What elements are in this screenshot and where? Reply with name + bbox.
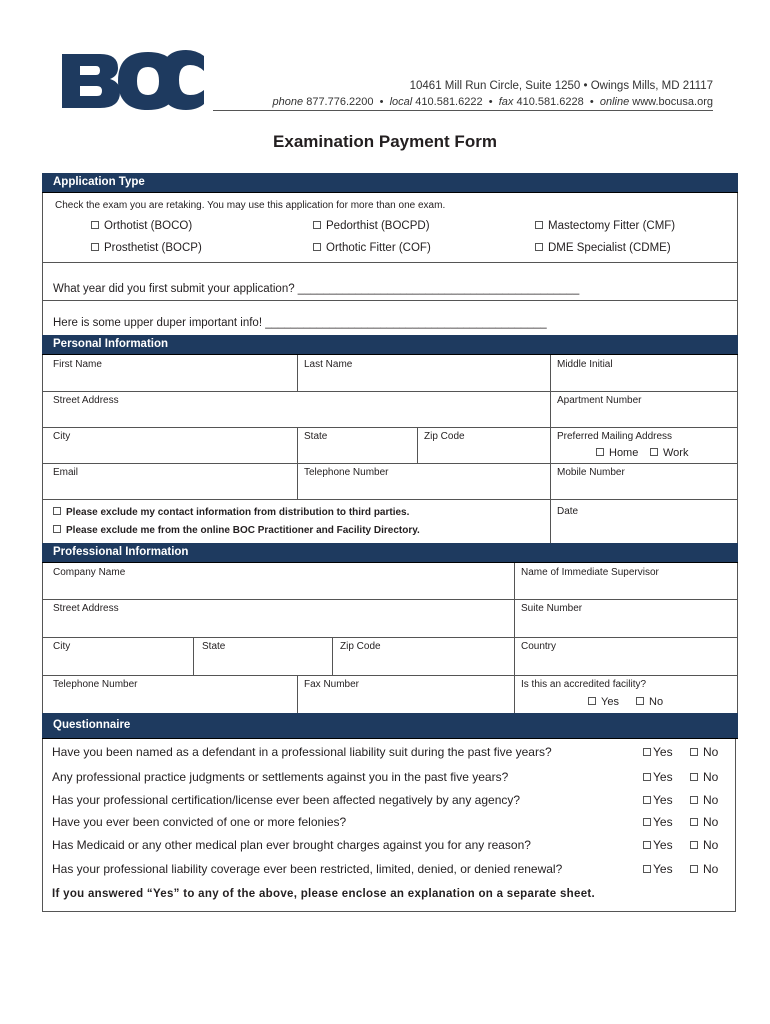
divider bbox=[332, 637, 333, 675]
option-mastectomy-fitter[interactable]: Mastectomy Fitter (CMF) bbox=[535, 220, 675, 232]
option-orthotist[interactable]: Orthotist (BOCO) bbox=[91, 220, 192, 232]
checkbox-icon[interactable] bbox=[643, 841, 651, 849]
professional-info-section bbox=[42, 563, 738, 713]
work-zip-field[interactable]: Zip Code bbox=[340, 641, 381, 652]
checkbox-icon[interactable] bbox=[91, 243, 99, 251]
divider bbox=[43, 262, 737, 263]
question-6-yes[interactable]: Yes bbox=[643, 862, 673, 876]
option-dme-specialist[interactable]: DME Specialist (CDME) bbox=[535, 242, 671, 254]
date-field[interactable]: Date bbox=[557, 506, 579, 517]
divider bbox=[297, 355, 298, 391]
checkbox-icon[interactable] bbox=[690, 818, 698, 826]
question-5-yes[interactable]: Yes bbox=[643, 838, 673, 852]
street-address-field[interactable]: Street Address bbox=[53, 395, 119, 406]
question-4: Have you ever been convicted of one or more felonies? bbox=[52, 815, 347, 829]
question-1-no[interactable]: No bbox=[690, 745, 718, 759]
boc-logo bbox=[60, 46, 206, 110]
checkbox-icon[interactable] bbox=[313, 221, 321, 229]
checkbox-icon[interactable] bbox=[535, 243, 543, 251]
checkbox-icon[interactable] bbox=[690, 865, 698, 873]
divider bbox=[514, 599, 515, 637]
first-year-question[interactable]: What year did you first submit your application? ____________________________________________ bbox=[53, 283, 580, 295]
checkbox-icon[interactable] bbox=[643, 748, 651, 756]
supervisor-field[interactable]: Name of Immediate Supervisor bbox=[521, 567, 659, 578]
work-street-address-field[interactable]: Street Address bbox=[53, 603, 119, 614]
first-name-field[interactable]: First Name bbox=[53, 359, 102, 370]
checkbox-icon[interactable] bbox=[91, 221, 99, 229]
accredited-question: Is this an accredited facility? bbox=[521, 679, 647, 690]
state-field[interactable]: State bbox=[304, 431, 328, 442]
divider bbox=[550, 427, 551, 463]
preferred-mailing-label: Preferred Mailing Address bbox=[557, 431, 673, 442]
divider bbox=[550, 391, 551, 427]
question-4-no[interactable]: No bbox=[690, 815, 718, 829]
divider bbox=[550, 463, 551, 499]
option-prosthetist[interactable]: Prosthetist (BOCP) bbox=[91, 242, 202, 254]
question-5: Has Medicaid or any other medical plan ever brought charges against you for any reason? bbox=[52, 838, 531, 852]
divider bbox=[514, 637, 515, 675]
mailing-home-option[interactable]: Home bbox=[596, 447, 638, 459]
checkbox-icon[interactable] bbox=[643, 796, 651, 804]
checkbox-icon[interactable] bbox=[643, 865, 651, 873]
checkbox-icon[interactable] bbox=[690, 796, 698, 804]
divider bbox=[43, 599, 737, 600]
fax-field[interactable]: Fax Number bbox=[304, 679, 360, 690]
important-info-field[interactable]: Here is some upper duper important info! ____________________________________________ bbox=[53, 317, 547, 329]
checkbox-icon[interactable] bbox=[535, 221, 543, 229]
personal-info-header: Personal Information bbox=[42, 335, 738, 355]
divider bbox=[417, 427, 418, 463]
divider bbox=[297, 463, 298, 499]
divider bbox=[297, 427, 298, 463]
divider bbox=[514, 563, 515, 599]
work-city-field[interactable]: City bbox=[53, 641, 71, 652]
accredited-no[interactable]: No bbox=[636, 696, 663, 708]
professional-info-header: Professional Information bbox=[42, 543, 738, 563]
email-field[interactable]: Email bbox=[53, 467, 79, 478]
question-2: Any professional practice judgments or settlements against you in the past five years? bbox=[52, 770, 509, 784]
telephone-field[interactable]: Telephone Number bbox=[304, 467, 389, 478]
divider bbox=[193, 637, 194, 675]
country-field[interactable]: Country bbox=[521, 641, 557, 652]
divider bbox=[43, 499, 737, 500]
application-instructions: Check the exam you are retaking. You may use this application for more than one exam. bbox=[55, 200, 446, 211]
divider bbox=[43, 427, 737, 428]
question-3-no[interactable]: No bbox=[690, 793, 718, 807]
mailing-work-option[interactable]: Work bbox=[650, 447, 688, 459]
company-name-field[interactable]: Company Name bbox=[53, 567, 126, 578]
work-state-field[interactable]: State bbox=[202, 641, 226, 652]
checkbox-icon[interactable] bbox=[636, 697, 644, 705]
checkbox-icon[interactable] bbox=[588, 697, 596, 705]
question-2-no[interactable]: No bbox=[690, 770, 718, 784]
exclude-third-parties-checkbox[interactable]: Please exclude my contact information from distribution to third parties. bbox=[53, 507, 409, 518]
suite-number-field[interactable]: Suite Number bbox=[521, 603, 583, 614]
divider bbox=[297, 675, 298, 713]
divider bbox=[550, 499, 551, 543]
question-3: Has your professional certification/license ever been affected negatively by any agency? bbox=[52, 793, 521, 807]
form-title: Examination Payment Form bbox=[273, 132, 497, 151]
apartment-number-field[interactable]: Apartment Number bbox=[557, 395, 642, 406]
mobile-field[interactable]: Mobile Number bbox=[557, 467, 625, 478]
checkbox-icon[interactable] bbox=[596, 448, 604, 456]
checkbox-icon[interactable] bbox=[313, 243, 321, 251]
address-line: 10461 Mill Run Circle, Suite 1250 • Owings Mills, MD 21117 bbox=[409, 80, 713, 92]
question-4-yes[interactable]: Yes bbox=[643, 815, 673, 829]
checkbox-icon[interactable] bbox=[643, 818, 651, 826]
accredited-yes[interactable]: Yes bbox=[588, 696, 619, 708]
option-pedorthist[interactable]: Pedorthist (BOCPD) bbox=[313, 220, 430, 232]
middle-initial-field[interactable]: Middle Initial bbox=[557, 359, 613, 370]
question-6-no[interactable]: No bbox=[690, 862, 718, 876]
checkbox-icon[interactable] bbox=[53, 507, 61, 515]
last-name-field[interactable]: Last Name bbox=[304, 359, 353, 370]
question-1-yes[interactable]: Yes bbox=[643, 745, 673, 759]
questionnaire-note: If you answered “Yes” to any of the above, please enclose an explanation on a separate sheet. bbox=[52, 888, 596, 900]
question-6: Has your professional liability coverage ever been restricted, limited, denied, or denied renewal? bbox=[52, 862, 563, 876]
checkbox-icon[interactable] bbox=[643, 773, 651, 781]
divider bbox=[43, 637, 737, 638]
divider bbox=[43, 463, 737, 464]
application-type-header: Application Type bbox=[42, 173, 738, 193]
header-rule bbox=[213, 110, 713, 111]
option-orthotic-fitter[interactable]: Orthotic Fitter (COF) bbox=[313, 242, 431, 254]
divider bbox=[514, 675, 515, 713]
work-telephone-field[interactable]: Telephone Number bbox=[53, 679, 138, 690]
divider bbox=[43, 300, 737, 301]
checkbox-icon[interactable] bbox=[690, 773, 698, 781]
questionnaire-header: Questionnaire bbox=[42, 713, 738, 739]
question-1: Have you been named as a defendant in a professional liability suit during the past five years? bbox=[52, 745, 552, 759]
checkbox-icon[interactable] bbox=[650, 448, 658, 456]
checkbox-icon[interactable] bbox=[690, 841, 698, 849]
exclude-directory-checkbox[interactable]: Please exclude me from the online BOC Practitioner and Facility Directory. bbox=[53, 525, 420, 536]
contact-line: phone 877.776.2200 • local 410.581.6222 • fax 410.581.6228 • online www.bocusa.org bbox=[272, 96, 713, 108]
checkbox-icon[interactable] bbox=[690, 748, 698, 756]
application-type-section bbox=[42, 193, 738, 335]
divider bbox=[43, 391, 737, 392]
divider bbox=[43, 675, 737, 676]
zip-field[interactable]: Zip Code bbox=[424, 431, 465, 442]
city-field[interactable]: City bbox=[53, 431, 71, 442]
question-3-yes[interactable]: Yes bbox=[643, 793, 673, 807]
question-5-no[interactable]: No bbox=[690, 838, 718, 852]
question-2-yes[interactable]: Yes bbox=[643, 770, 673, 784]
checkbox-icon[interactable] bbox=[53, 525, 61, 533]
divider bbox=[550, 355, 551, 391]
